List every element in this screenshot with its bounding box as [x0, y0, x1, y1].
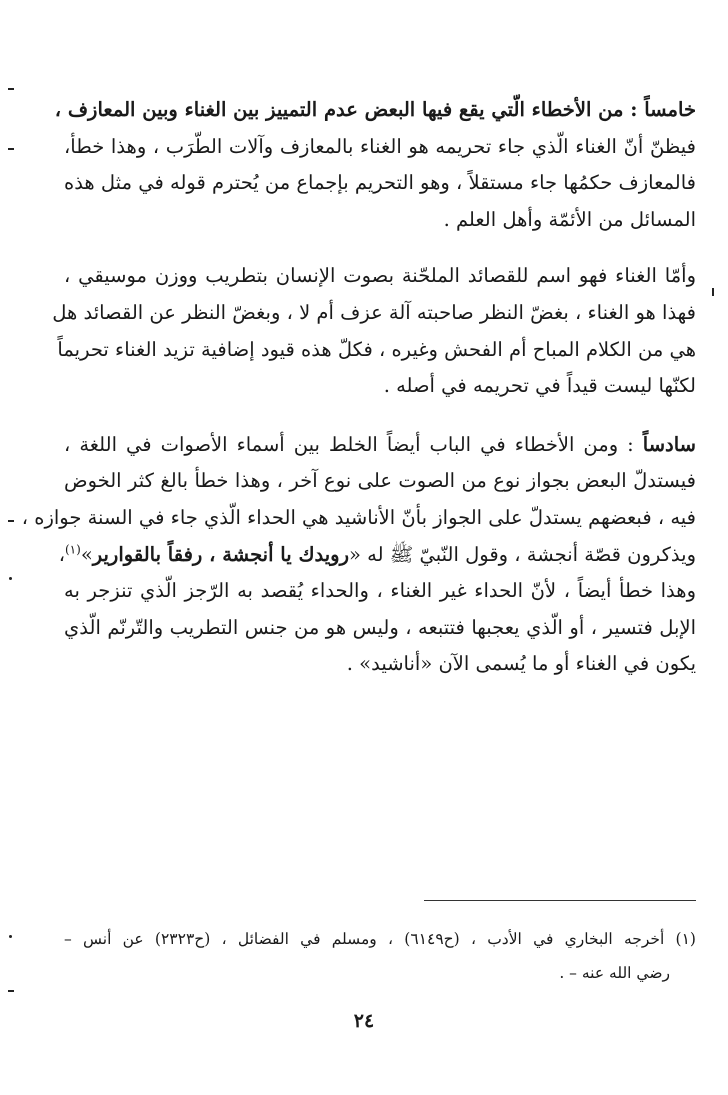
- paragraph-sixth-point: [21, 427, 696, 683]
- text-line: لكنّها ليست قيداً في تحريمه في أصله .: [383, 374, 696, 398]
- text-line: المسائل من الأئمّة وأهل العلم .: [443, 207, 696, 231]
- text-line: وهذا خطأ أيضاً ، لأنّ الحداء غير الغناء ، والحداء يُقصد به الرّجز الّذي تنزجر به: [64, 579, 696, 603]
- text-span: : ومن الأخطاء في الباب أيضاً الخلط بين أسماء الأصوات في اللغة ،: [64, 432, 643, 456]
- text-line: [64, 427, 696, 464]
- text-line: يكون في الغناء أو ما يُسمى الآن «أناشيد» .: [346, 652, 696, 676]
- paragraph-gap: [64, 238, 696, 258]
- text-span: ويذكرون قصّة أنجشة ، وقول النّبيّ ﷺ له «: [349, 542, 696, 566]
- text-line: [58, 537, 696, 574]
- paragraph-lead: خامساً : من الأخطاء الّتي يقع فيها البعض عدم التمييز بين الغناء وبين المعازف ،: [54, 98, 696, 121]
- text-line: الإبل فتسير ، أو الّذي يعجبها فتتبعه ، وليس هو من جنس التطريب والتّرنّم الّذي: [64, 615, 696, 639]
- text-line: فيستدلّ البعض بجواز نوع من الصوت على نوع آخر ، وهذا خطأ بالغ كثر الخوض: [64, 469, 696, 493]
- text-line: [54, 92, 696, 129]
- margin-mark: [9, 935, 12, 938]
- footnotes: [64, 922, 696, 990]
- text-line: هي من الكلام المباح أم الفحش وغيره ، فكلّ هذه قيود إضافية تزيد الغناء تحريماً: [57, 337, 696, 361]
- footnote-separator: [424, 900, 696, 901]
- hadith-quote: رويدك يا أنجشة ، رفقاً بالقوارير: [92, 542, 350, 566]
- text-line: فيظنّ أنّ الغناء الّذي جاء تحريمه هو الغناء بالمعازف وآلات الطّرَب ، وهذا خطأ،: [64, 134, 696, 158]
- text-span: »: [80, 542, 93, 566]
- footnote-line: (١) أخرجه البخاري في الأدب ، (ح٦١٤٩) ، ومسلم في الفضائل ، (ح٢٣٢٣) عن أنس –: [64, 930, 696, 948]
- paragraph-singing-definition: [52, 258, 696, 404]
- paragraph-gap: [64, 405, 696, 427]
- footnote-marker: (١): [64, 542, 81, 557]
- text-line: فهذا هو الغناء ، بغضّ النظر صاحبته آلة عزف أم لا ، وبغضّ النظر عن القصائد هل: [52, 300, 696, 324]
- paragraph-lead: سادساً: [642, 432, 696, 456]
- page-number: ٢٤: [353, 1010, 375, 1032]
- margin-mark: [8, 990, 14, 992]
- margin-mark: [8, 148, 14, 150]
- paragraph-fifth-point: [54, 92, 696, 238]
- margin-mark: [712, 288, 714, 296]
- margin-mark: [8, 88, 14, 90]
- text-line: فالمعازف حكمُها جاء مستقلاً ، وهو التحريم بإجماع من يُحترم قوله في مثل هذه: [63, 171, 696, 195]
- margin-mark: [8, 520, 14, 522]
- margin-mark: [9, 577, 12, 580]
- main-text: [21, 92, 696, 683]
- footnote-line: رضي الله عنه – .: [559, 964, 670, 982]
- text-line: فيه ، فبعضهم يستدلّ على الجواز بأنّ الأناشيد هي الحداء الّذي جاء في السنة جوازه ،: [21, 505, 696, 529]
- text-span: ،: [58, 542, 65, 566]
- text-line: وأمّا الغناء فهو اسم للقصائد الملحّنة بصوت الإنسان بتطريب ووزن موسيقي ،: [64, 264, 696, 288]
